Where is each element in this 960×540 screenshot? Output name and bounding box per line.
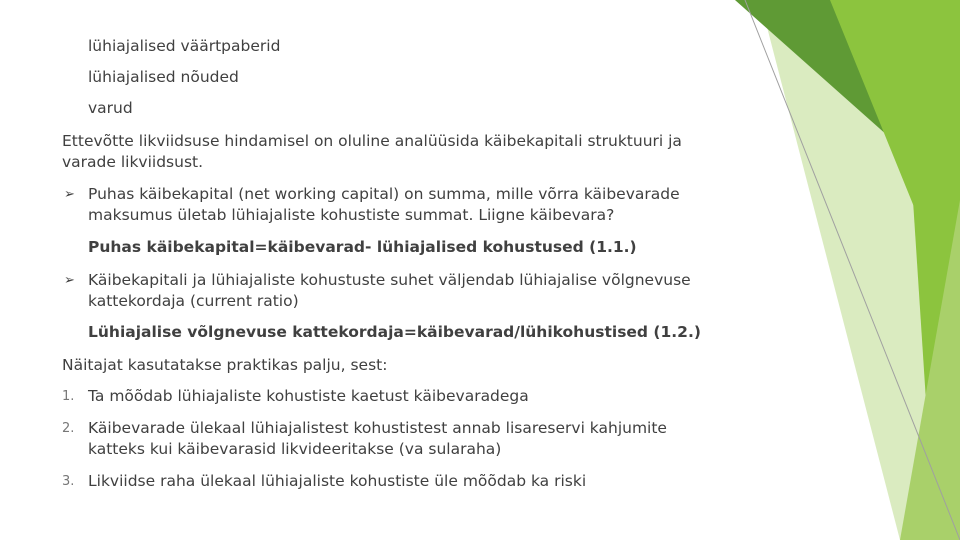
list-number: 3. bbox=[62, 474, 75, 489]
bullet-1-line-1: Puhas käibekapital (net working capital) on summa, mille võrra käibevarade bbox=[88, 185, 680, 203]
bullet-2-line-2: kattekordaja (current ratio) bbox=[88, 292, 299, 310]
numbered-item-2-line-2: katteks kui käibevarasid likvideeritakse (va sularaha) bbox=[88, 440, 502, 458]
numbered-item-3-line-1: Likviidse raha ülekaal lühiajaliste kohustiste üle mõõdab ka riski bbox=[88, 472, 587, 490]
numbered-item-1-line-1: Ta mõõdab lühiajaliste kohustiste kaetust käibevaradega bbox=[88, 387, 529, 405]
section-heading: Näitajat kasutatakse praktikas palju, sest: bbox=[62, 356, 388, 374]
formula-net-working-capital: Puhas käibekapital=käibevarad- lühiajalised kohustused (1.1.) bbox=[88, 238, 637, 256]
sub-item-inventory: varud bbox=[88, 99, 133, 117]
sub-item-securities: lühiajalised väärtpaberid bbox=[88, 37, 281, 55]
bullet-2-line-1: Käibekapitali ja lühiajaliste kohustuste suhet väljendab lühiajalise võlgnevuse bbox=[88, 271, 691, 289]
formula-current-ratio: Lühiajalise võlgnevuse kattekordaja=käibevarad/lühikohustised (1.2.) bbox=[88, 323, 701, 341]
intro-line-2: varade likviidsust. bbox=[62, 153, 204, 171]
list-number: 2. bbox=[62, 421, 75, 436]
bullet-arrow-icon: ➢ bbox=[64, 187, 75, 202]
bullet-1-line-2: maksumus ületab lühiajaliste kohustiste summat. Liigne käibevara? bbox=[88, 206, 615, 224]
list-number: 1. bbox=[62, 389, 75, 404]
bullet-arrow-icon: ➢ bbox=[64, 273, 75, 288]
numbered-item-2-line-1: Käibevarade ülekaal lühiajalistest kohustistest annab lisareservi kahjumite bbox=[88, 419, 667, 437]
sub-item-receivables: lühiajalised nõuded bbox=[88, 68, 239, 86]
intro-line-1: Ettevõtte likviidsuse hindamisel on oluline analüüsida käibekapitali struktuuri ja bbox=[62, 132, 682, 150]
